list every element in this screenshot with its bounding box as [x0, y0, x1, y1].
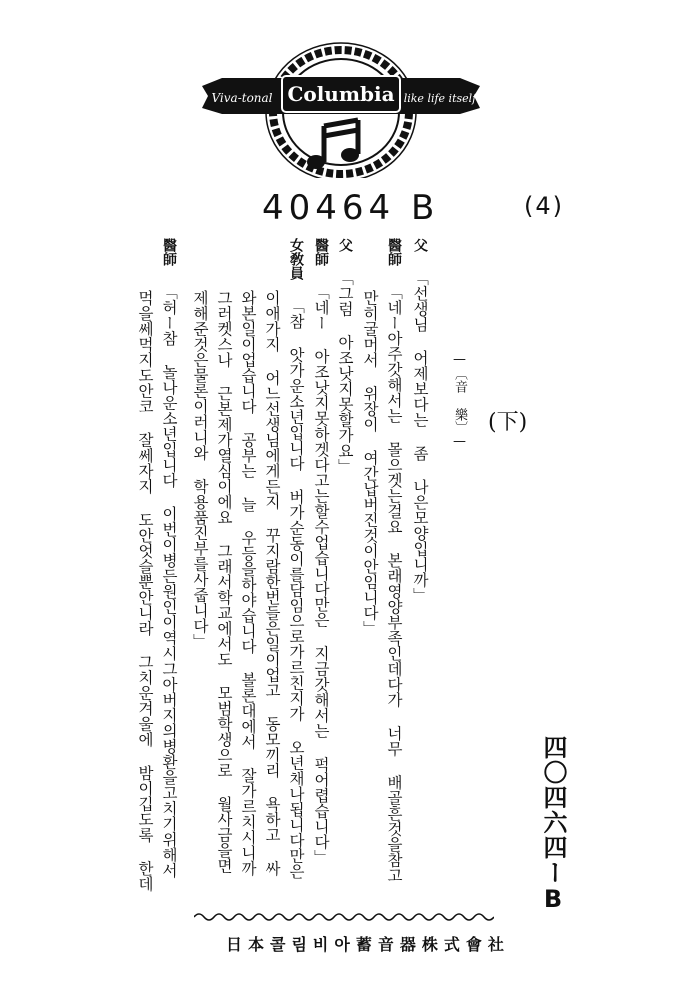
sheet-number: (4) — [524, 192, 564, 220]
dialogue-text: 「그럼 아조낫지못할가요」 — [336, 270, 354, 474]
dialogue-text: 「네ー아주갓해서는 몰으겟는걸요 본래영양부족인데다가 너무 배골흔것을참고 — [385, 284, 403, 883]
speaker: 父 — [412, 238, 428, 252]
dialogue-column — [382, 238, 406, 883]
part-marker: (下) — [488, 410, 528, 435]
dialogue-column — [133, 290, 157, 892]
music-note-icon — [307, 120, 359, 169]
dialogue-column — [260, 290, 284, 876]
speaker: 醫師 — [386, 238, 402, 266]
dialogue-column — [309, 238, 333, 865]
dialogue-column — [333, 238, 357, 474]
dialogue-text: 먹을쎄먹지도안코 잘쎄자지 도안엇슬뿐안니라 그치운겨울에 밤이깁도록 한데 — [136, 290, 154, 892]
speaker: 女敎員 — [288, 238, 304, 280]
genre-label: —〔音 樂〕— — [452, 352, 467, 449]
dialogue-column — [236, 290, 260, 876]
dialogue-column — [157, 238, 181, 878]
dialogue-text: 「네ー 아조낫지못하겟다고는할수업습니다만은 지금갓해서는 퍽어렵습니다」 — [312, 284, 330, 865]
dialogue-text: 이애가지 어느선생님에게든지 꾸지람한번들은일이업고 동모끼리 욕하고 싸 — [263, 290, 281, 876]
dialogue-text: 「선생님 어제보다는 좀 나은모양입니까」 — [411, 270, 429, 603]
dialogue-column — [358, 290, 382, 636]
dialogue-column — [188, 290, 212, 649]
dialogue-text: 제해준것은물론이러니와 학용품진부를사줍니다」 — [191, 290, 209, 649]
side-label: 四〇四六四ーB — [539, 735, 567, 914]
dialogue-column — [284, 238, 308, 879]
dialogue-column — [408, 238, 432, 603]
catalog-number: 40464 B — [262, 188, 440, 228]
dialogue-text: 만히굴머서 위장이 여간납버진것이안임니다」 — [361, 290, 379, 636]
dialogue-text: 「허ー참 놀나운소년입니다 이번이병든원인이역시그아버지의병환을고치기위해서 — [160, 284, 178, 878]
publisher-footer: 日本콜림비아蓄音器株式會社 — [226, 935, 510, 954]
dialogue-text: 「참 앗가운소년입니다 버가순동이를담임으로가르친지가 오년채나됩니다만은 — [287, 298, 305, 879]
columbia-logo — [196, 38, 486, 178]
left-motto: Viva-tonal — [211, 91, 273, 105]
dialogue-text: 그러켓스나 근본제가열심이에요 그래서학교에서도 모범학생으로 월사금을면 — [215, 290, 233, 874]
wavy-divider — [194, 910, 494, 924]
speaker: 醫師 — [313, 238, 329, 266]
dialogue-column — [212, 290, 236, 874]
columbia-emblem — [196, 38, 486, 178]
dialogue-text: 와본일이업습니다 공부는 늘 우등을하야습니다 볼론대에서 잘가르치시니까 — [239, 290, 257, 876]
brand-name: Columbia — [287, 82, 395, 106]
right-motto: like life itself — [403, 92, 477, 105]
speaker: 醫師 — [161, 238, 177, 266]
speaker: 父 — [337, 238, 353, 252]
